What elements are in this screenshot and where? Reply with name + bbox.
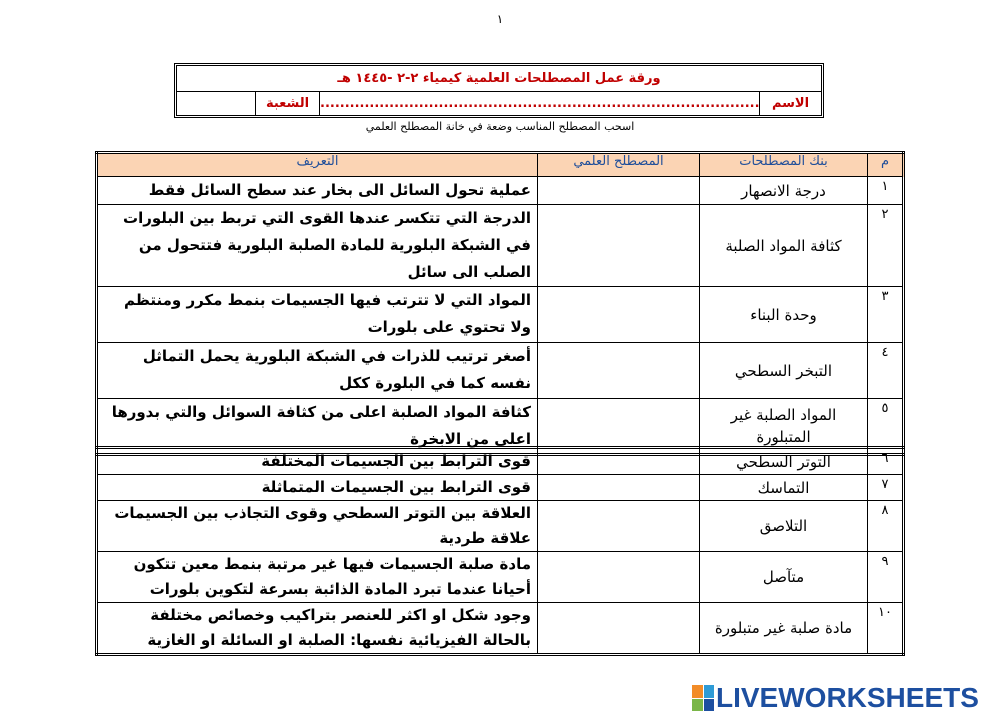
term-drop-zone[interactable]: [538, 501, 700, 552]
worksheet-title: ورقة عمل المصطلحات العلمية كيمياء ٢-٢ -١٤٤٥ هـ: [177, 66, 821, 92]
header-definition: التعريف: [97, 153, 538, 177]
table-row: [97, 343, 904, 399]
table-row: [97, 177, 904, 205]
section-field[interactable]: [177, 92, 255, 115]
bank-term[interactable]: درجة الانصهار: [700, 177, 868, 205]
bank-term[interactable]: وحدة البناء: [700, 287, 868, 343]
liveworksheets-logo: [692, 683, 979, 713]
term-drop-zone[interactable]: [538, 603, 700, 655]
terms-table-1: [95, 151, 905, 456]
table-row: [97, 603, 904, 655]
name-label: الاسم: [759, 92, 821, 115]
table-row: [97, 287, 904, 343]
definition-text: المواد التي لا تترتب فيها الجسيمات بنمط مكرر ومنتظم ولا تحتوي على بلورات: [97, 287, 538, 343]
row-number: ٧: [868, 475, 904, 501]
bank-term[interactable]: المواد الصلبة غير المتبلورة: [700, 399, 868, 455]
term-drop-zone[interactable]: [538, 287, 700, 343]
bank-term[interactable]: التبخر السطحي: [700, 343, 868, 399]
terms-table-2: [95, 446, 905, 656]
name-field[interactable]: .........................................................................................: [319, 92, 759, 115]
definition-text: قوى الترابط بين الجسيمات المختلفة: [97, 448, 538, 475]
definition-text: الدرجة التي تتكسر عندها القوى التي تربط بين البلورات في الشبكة البلورية للمادة الصلبة البلورية فتتحول من الصلب الى سائل: [97, 205, 538, 287]
bank-term[interactable]: كثافة المواد الصلبة: [700, 205, 868, 287]
table-row: [97, 205, 904, 287]
section-label: الشعبة: [255, 92, 319, 115]
row-number: ١: [868, 177, 904, 205]
bank-term[interactable]: التوتر السطحي: [700, 448, 868, 475]
term-drop-zone[interactable]: [538, 552, 700, 603]
definition-text: كثافة المواد الصلبة اعلى من كثافة السوائل والتي بدورها اعلى من الابخرة: [97, 399, 538, 455]
table-row: [97, 475, 904, 501]
definition-text: مادة صلبة الجسيمات فيها غير مرتبة بنمط معين تتكون أحيانا عندما تبرد المادة الذائبة بسرعة لتكوين بلورات: [97, 552, 538, 603]
row-number: ٩: [868, 552, 904, 603]
header-term: المصطلح العلمي: [538, 153, 700, 177]
row-number: ٤: [868, 343, 904, 399]
bank-term[interactable]: متآصل: [700, 552, 868, 603]
term-drop-zone[interactable]: [538, 475, 700, 501]
bank-term[interactable]: التماسك: [700, 475, 868, 501]
student-info-row: [177, 92, 821, 115]
term-drop-zone[interactable]: [538, 205, 700, 287]
term-drop-zone[interactable]: [538, 343, 700, 399]
header-bank: بنك المصطلحات: [700, 153, 868, 177]
table-header-row: [97, 153, 904, 177]
row-number: ٢: [868, 205, 904, 287]
worksheet-header: [174, 63, 824, 118]
page-number: ١: [496, 12, 504, 26]
definition-text: عملية تحول السائل الى بخار عند سطح السائل فقط: [97, 177, 538, 205]
term-drop-zone[interactable]: [538, 448, 700, 475]
logo-text: LIVEWORKSHEETS: [716, 682, 979, 713]
row-number: ٦: [868, 448, 904, 475]
row-number: ٨: [868, 501, 904, 552]
definition-text: وجود شكل او اكثر للعنصر بتراكيب وخصائص مختلفة بالحالة الفيزيائية نفسها: الصلبة او السائلة او الغازية: [97, 603, 538, 655]
table-row: [97, 501, 904, 552]
term-drop-zone[interactable]: [538, 177, 700, 205]
definition-text: العلاقة بين التوتر السطحي وقوى التجاذب بين الجسيمات علاقة طردية: [97, 501, 538, 552]
definition-text: قوى الترابط بين الجسيمات المتماثلة: [97, 475, 538, 501]
table-row: [97, 448, 904, 475]
table-row: [97, 552, 904, 603]
bank-term[interactable]: التلاصق: [700, 501, 868, 552]
definition-text: أصغر ترتيب للذرات في الشبكة البلورية يحمل التماثل نفسه كما في البلورة ككل: [97, 343, 538, 399]
bank-term[interactable]: مادة صلبة غير متبلورة: [700, 603, 868, 655]
row-number: ٥: [868, 399, 904, 455]
row-number: ٣: [868, 287, 904, 343]
logo-blocks-icon: [692, 685, 714, 711]
row-number: ١٠: [868, 603, 904, 655]
instruction-text: اسحب المصطلح المناسب وضعة في خانة المصطلح العلمي: [365, 120, 635, 133]
header-num: م: [868, 153, 904, 177]
